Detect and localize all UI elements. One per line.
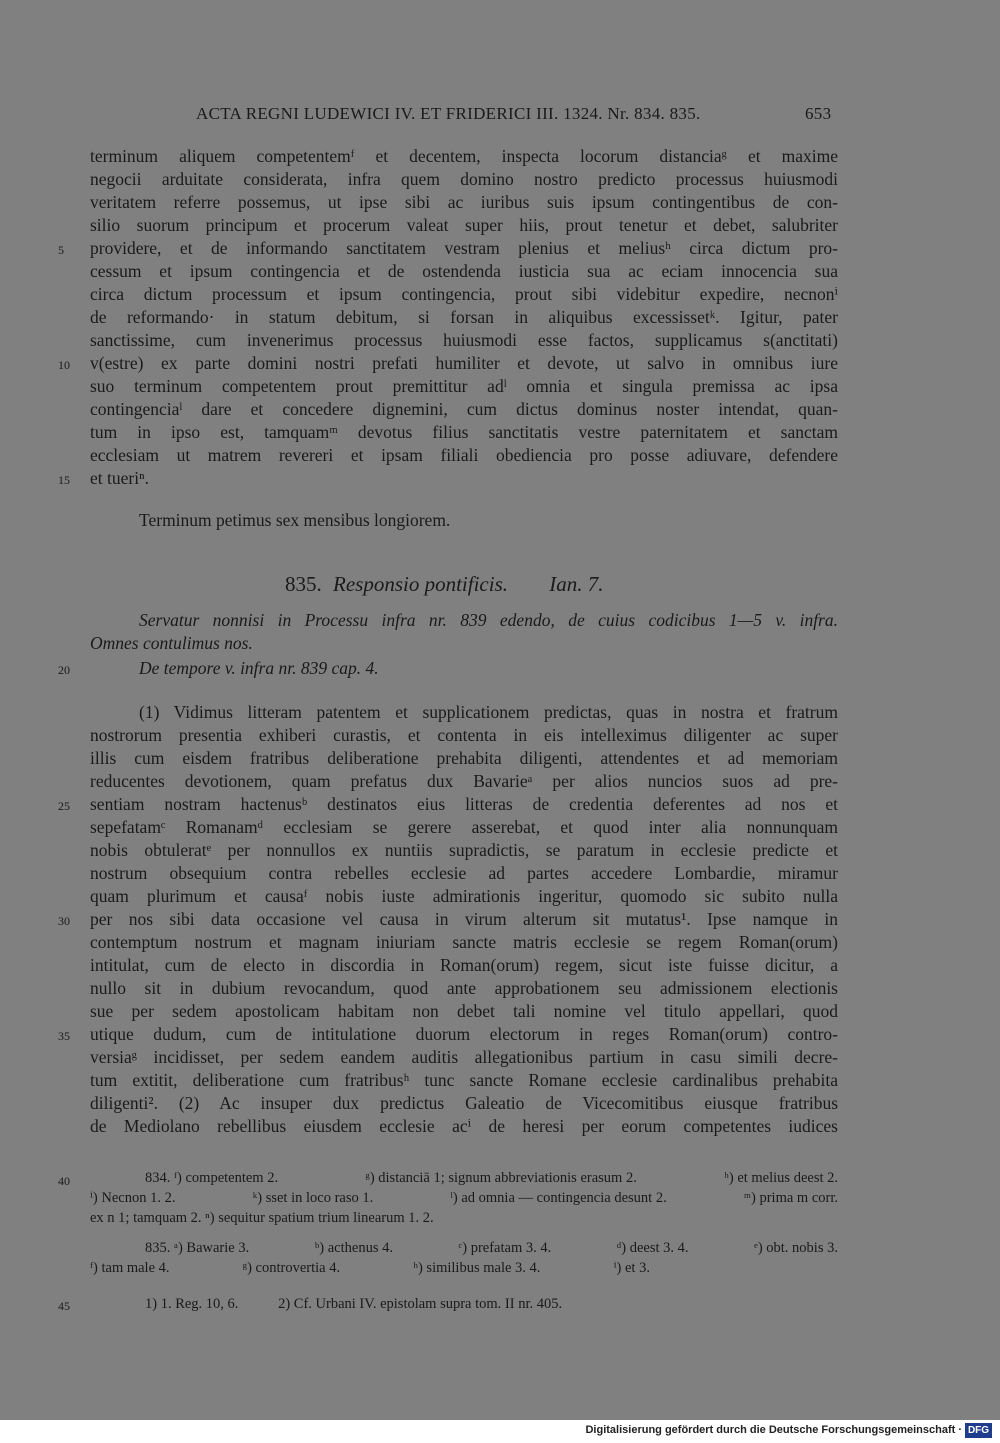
footnote: ʰ) similibus male 3. 4. [413, 1260, 541, 1276]
footnote: ᵈ) deest 3. 4. [616, 1240, 689, 1256]
text-line: illis cum eisdem fratribus deliberatione prehabita diligenti, attendentes et ad memoriam [90, 748, 838, 768]
line-number: 25 [58, 799, 70, 813]
note-line: Omnes contulimus nos. [90, 633, 253, 653]
text-line: sanctissime, cum invenerimus processus huiusmodi esse factos, supplicamus s(anctitati) [90, 330, 838, 350]
text-line: intitulat, cum de electo in discordia in Roman(orum) regem, sicut iste fuisse dicitur, a [90, 955, 838, 975]
text-line: nobis obtuleratᵉ per nonnullos ex nuntiis supradictis, se paratum in ecclesie predicte et [90, 840, 838, 860]
line-number: 20 [58, 663, 70, 677]
doc-title: Responsio pontificis. [333, 572, 508, 596]
text-line: per nos sibi data occasione vel causa in virum alterum sit mutatus¹. Ipse namque in [90, 909, 838, 929]
funding-credit: Digitalisierung gefördert durch die Deutsche Forschungsgemeinschaft · [585, 1424, 962, 1436]
footnote-line-835-1 [145, 1238, 838, 1258]
text-line: silio suorum principum et procerum valeat super hiis, prout tenetur et debet, salubriter [90, 215, 838, 235]
text-line: negocii arduitate considerata, infra quem domino nostro predicto processus huiusmodi [90, 169, 838, 189]
text-line: (1) Vidimus litteram patentem et supplicationem predictas, quas in nostra et fratrum [139, 702, 838, 722]
line-number: 40 [58, 1174, 70, 1188]
text-line: suo terminum competentem prout premittitur adˡ omnia et singula premissa ac ipsa [90, 376, 838, 396]
text-line: quam plurimum et causaᶠ nobis iuste admirationis ingeritur, quomodo sic subito nulla [90, 886, 838, 906]
text-line: v(estre) ex parte domini nostri prefati humiliter et devote, ut salvo in omnibus iure [90, 353, 838, 373]
text-line: sue per sedem apostolicam habitam non debet tali nomine vel titulo appellari, quod [90, 1001, 838, 1021]
text-line: contingenciaˡ dare et concedere dignemini, cum dictus dominus noster intendat, quan- [90, 399, 838, 419]
footnote: ˡ) ad omnia — contingencia desunt 2. [450, 1190, 667, 1206]
text-line: sentiam nostram hactenusᵇ destinatos eius litteras de credentia deferentes ad nos et [90, 794, 838, 814]
text-line: tum extitit, deliberatione cum fratribusʰ tunc sancte Romane ecclesie cardinalibus prehabita [90, 1070, 838, 1090]
text-line: circa dictum processum et ipsum contingencia, prout sibi videbitur expedire, necnonⁱ [90, 284, 838, 304]
closing-line: Terminum petimus sex mensibus longiorem. [139, 510, 451, 530]
footnote: ᵐ) prima m corr. [743, 1190, 838, 1206]
text-line: diligenti². (2) Ac insuper dux predictus Galeatio de Vicecomitibus eiusque fratribus [90, 1093, 838, 1113]
text-line: cessum et ipsum contingencia et de ostendenda iusticia sua ac eciam innocencia sua [90, 261, 838, 281]
text-line: de Mediolano rebellibus eiusdem ecclesie acⁱ de heresi per eorum competentes iudices [90, 1116, 838, 1136]
note-line: De tempore v. infra nr. 839 cap. 4. [139, 658, 379, 678]
footnote: ᶜ) prefatam 3. 4. [458, 1240, 552, 1256]
footnote-line-834-3: ex n 1; tamquam 2. ⁿ) sequitur spatium trium linearum 1. 2. [90, 1210, 434, 1226]
footnote: ⁱ) Necnon 1. 2. [90, 1190, 176, 1206]
line-number: 30 [58, 914, 70, 928]
reference: 1) 1. Reg. 10, 6. [145, 1296, 239, 1312]
footnote: ʰ) et melius deest 2. [724, 1170, 838, 1186]
footnote: ᵇ) acthenus 4. [314, 1240, 393, 1256]
dfg-logo: DFG [965, 1423, 992, 1438]
text-line: providere, et de informando sanctitatem vestram plenius et meliusʰ circa dictum pro- [90, 238, 838, 258]
text-line: nostrum obsequium contra rebelles ecclesie ad partes accedere Lombardie, miramur [90, 863, 838, 883]
footnote: ᵏ) sset in loco raso 1. [252, 1190, 374, 1206]
reference: 2) Cf. Urbani IV. epistolam supra tom. II nr. 405. [278, 1296, 563, 1312]
line-number: 10 [58, 358, 70, 372]
line-number: 35 [58, 1029, 70, 1043]
footnote: 835. ᵃ) Bawarie 3. [145, 1240, 250, 1256]
line-number: 5 [58, 243, 64, 257]
footnote-line-835-2 [90, 1258, 650, 1278]
doc-number: 835. [285, 572, 322, 596]
footnote-line-834-2 [90, 1188, 838, 1208]
line-number: 15 [58, 473, 70, 487]
footnote: ᶠ) tam male 4. [90, 1260, 170, 1276]
doc-date: Ian. 7. [549, 572, 604, 596]
footnote: 834. ᶠ) competentem 2. [145, 1170, 279, 1186]
text-line: ecclesiam ut matrem revereri et ipsam filiali obediencia pro posse adiuvare, defendere [90, 445, 838, 465]
footnote: ⁱ) et 3. [613, 1260, 650, 1276]
text-line: nostrorum presentia exhiberi curastis, et contenta in eis intelleximus diligenter ac super [90, 725, 838, 745]
running-title: ACTA REGNI LUDEWICI IV. ET FRIDERICI III. 1324. Nr. 834. 835. [196, 104, 701, 123]
doc-835-heading [285, 572, 604, 597]
line-number: 45 [58, 1299, 70, 1313]
footnote: ᵍ) distanciā 1; signum abbreviationis erasum 2. [365, 1170, 637, 1186]
text-line: terminum aliquem competentemᶠ et decentem, inspecta locorum distanciaᵍ et maxime [90, 146, 838, 166]
note-line: Servatur nonnisi in Processu infra nr. 839 edendo, de cuius codicibus 1—5 v. infra. [139, 610, 838, 630]
text-line: nullo sit in dubium revocandum, quod ante approbationem seu admissionem electionis [90, 978, 838, 998]
page-number: 653 [805, 104, 832, 123]
footnote: ᵉ) obt. nobis 3. [754, 1240, 838, 1256]
reference-line [145, 1294, 562, 1314]
text-line: contemptum nostrum et magnam iniuriam sancte matris ecclesie se regem Roman(orum) [90, 932, 838, 952]
text-line: tum in ipso est, tamquamᵐ devotus filius sanctitatis vestre paternitatem et sanctam [90, 422, 838, 442]
text-line: de reformando· in statum debitum, si forsan in aliquibus excessissetᵏ. Igitur, pater [90, 307, 838, 327]
text-line: veritatem referre possemus, ut ipse sibi ac iuribus suis ipsum contingentibus de con- [90, 192, 838, 212]
text-line: sepefatamᶜ Romanamᵈ ecclesiam se gerere asserebat, et quod inter alia nonnunquam [90, 817, 838, 837]
footnote: ᵍ) controvertia 4. [242, 1260, 341, 1276]
text-line: versiaᵍ incidisset, per sedem eandem auditis allegationibus partium in casu simili decre- [90, 1047, 838, 1067]
text-line: reducentes devotionem, quam prefatus dux Bavarieᵃ per alios nuncios suos ad pre- [90, 771, 838, 791]
text-line: et tueriⁿ. [90, 468, 149, 488]
text-line: utique dudum, cum de intitulatione duorum electorum in reges Roman(orum) contro- [90, 1024, 838, 1044]
footnote-line-834-1 [145, 1168, 838, 1188]
